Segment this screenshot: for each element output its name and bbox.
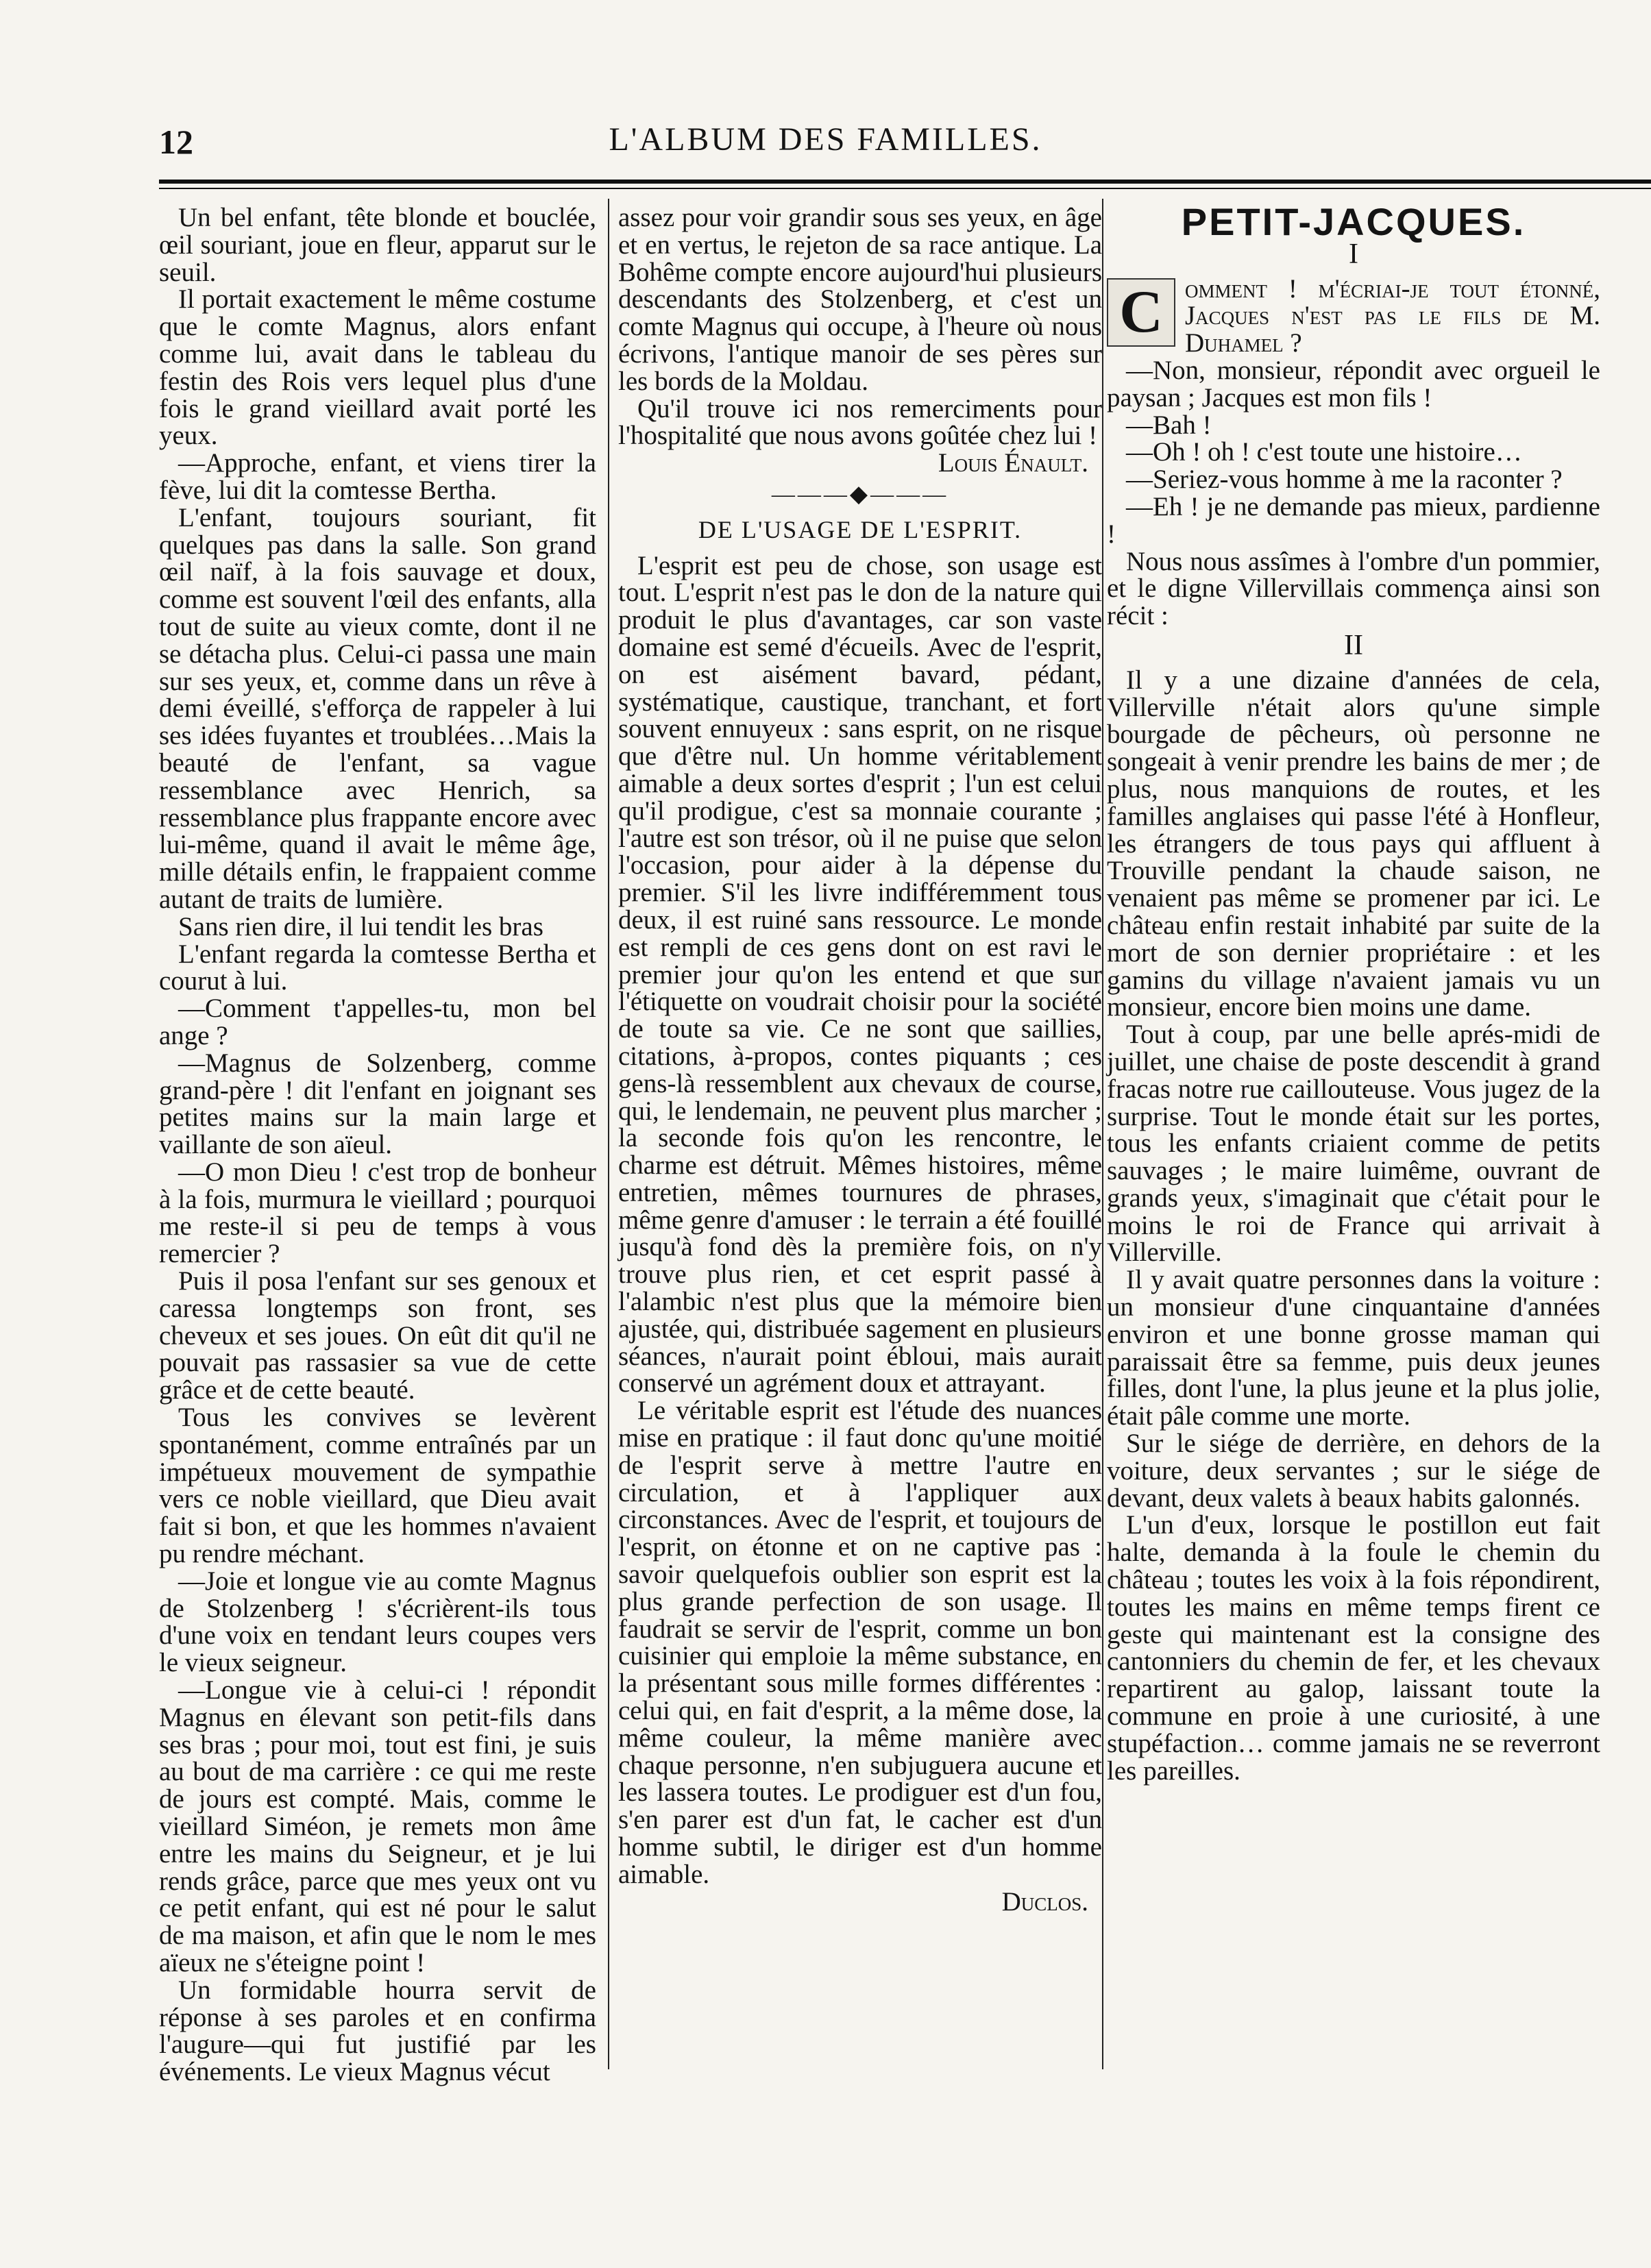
chapter-number: II <box>1344 629 1363 661</box>
paragraph-text: omment ! m'écriai-je tout étonné, Jacques n'est pas le fils de M. Duhamel ? <box>1185 273 1600 358</box>
paragraph: L'enfant regarda la comtesse Bertha et courut à lui. <box>159 939 596 996</box>
paragraph: —O mon Dieu ! c'est trop de bonheur à la fois, murmura le vieillard ; pourquoi me reste-il si peu de temps à vous remercier ? <box>159 1157 596 1269</box>
column-divider <box>1102 199 1103 2069</box>
column-left <box>159 204 596 2086</box>
paragraph: Le véritable esprit est l'étude des nuances mise en pratique : il faut donc qu'une moitié de l'esprit serve à mettre l'autre en circulation, et à l'appliquer aux circonstances. Avec de l'esprit, et toujours de l'esprit, on étonne et on ne captive pas : savoir quelquefois oublier son esprit est la plus grande perfection de son usage. Il faudrait se servir de l'esprit, comme un bon cuisinier qui emploie la même substance, en la présentant sous mille formes différentes : celui qui, en fait d'esprit, a la même dose, la même couleur, la même manière avec chaque personne, n'en subjuguera aucune et les lassera toutes. Le prodiguer est d'un fou, s'en parer est d'un fat, le cacher est d'un homme subtil, le diriger est d'un homme aimable. <box>618 1396 1102 1889</box>
paragraph: —Longue vie à celui-ci ! répondit Magnus en élevant son petit-fils dans ses bras ; pour moi, tout est fini, je suis au bout de ma carrière : ce qui me reste de jours est compté. Mais, comme le vieillard Siméon, je remets mon âme entre les mains du Seigneur, et je lui rends grâce, parce que mes yeux ont vu ce petit enfant, qui est né pour le salut de ma maison, et afin que le nom le mes aïeux ne s'éteigne point ! <box>159 1675 596 1977</box>
paragraph: Un bel enfant, tête blonde et bouclée, œil souriant, joue en fleur, apparut sur le seuil. <box>159 203 596 287</box>
paragraph: —Approche, enfant, et viens tirer la fève, lui dit la comtesse Bertha. <box>159 448 596 505</box>
column-divider <box>608 199 609 2069</box>
header-rule-thin <box>159 188 1651 189</box>
column-middle <box>618 204 1102 1915</box>
paragraph: —Oh ! oh ! c'est toute une histoire… <box>1126 437 1522 467</box>
signature-duclos: Duclos. <box>1001 1886 1088 1916</box>
page-number: 12 <box>159 123 193 161</box>
dropcap-letter: C <box>1107 278 1175 347</box>
paragraph: Il y avait quatre personnes dans la voiture : un monsieur d'une cinquantaine d'années environ et une bonne grosse maman qui paraissait être sa femme, puis deux jeunes filles, dont l'une, la plus jeune et la plus jolie, était pâle comme une morte. <box>1107 1265 1600 1431</box>
paragraph: Il y a une dizaine d'années de cela, Villerville n'était alors qu'une simple bourgade de pêcheurs, où personne ne songeait à venir prendre les bains de mer ; de plus, nous manquions de routes, et les familles anglaises qui passe l'été à Honfleur, les étrangers de tous pays qui affluent à Trouville pendant la chaude saison, ne venaient pas même se promener par ici. Le château enfin restait inhabité par suite de la mort de son dernier propriétaire : et les gamins du village n'avaient jamais vu un monsieur, encore bien moins une dame. <box>1107 665 1600 1022</box>
paragraph: —Seriez-vous homme à me la raconter ? <box>1126 465 1563 495</box>
paragraph: L'enfant, toujours souriant, fit quelques pas dans la salle. Son grand œil naïf, à la fois sauvage et doux, comme est souvent l'œil des enfants, alla tout de suite au vieux comte, dont il ne se détacha plus. Celui-ci passa une main sur ses yeux, et, comme dans un rêve à demi éveillé, s'efforça de rappeler à lui ses idées fuyantes et troublées…Mais la beauté de l'enfant, sa vague ressemblance avec Henrich, sa ressemblance plus frappante encore avec lui-même, quand il avait le même âge, mille détails enfin, le frappaient comme autant de traits de lumière. <box>159 502 596 914</box>
paragraph: —Magnus de Solzenberg, comme grand-père ! dit l'enfant en joignant ses petites mains sur la main large et vaillante de son aïeul. <box>159 1048 596 1160</box>
paragraph: Il portait exactement le même costume que le comte Magnus, alors enfant comme lui, avait dans le tableau du festin des Rois vers lequel plus d'une fois le grand vieillard avait porté les yeux. <box>159 284 596 451</box>
paragraph: Sur le siége de derrière, en dehors de la voiture, deux servantes ; sur le siége de devant, deux valets à beaux habits galonnés. <box>1107 1429 1600 1513</box>
paragraph: —Comment t'appelles-tu, mon bel ange ? <box>159 994 596 1050</box>
paragraph: Puis il posa l'enfant sur ses genoux et caressa longtemps son front, ses cheveux et ses joues. On eût dit qu'il ne pouvait pas rassasier sa vue de cette grâce et de cette beauté. <box>159 1266 596 1405</box>
column-right <box>1107 200 1600 1786</box>
paragraph: —Joie et longue vie au comte Magnus de Stolzenberg ! s'écrièrent-ils tous d'une voix en tendant leurs coupes vers le vieux seigneur. <box>159 1566 596 1678</box>
paragraph: —Non, monsieur, répondit avec orgueil le paysan ; Jacques est mon fils ! <box>1107 355 1600 412</box>
signature-enault: Louis Énault. <box>938 448 1088 478</box>
story-title: PETIT-JACQUES. <box>1181 200 1526 243</box>
paragraph: Tout à coup, par une belle aprés-midi de juillet, une chaise de poste descendit à grand fracas notre rue caillouteuse. Vous jugez de la surprise. Tout le monde était sur les portes, tous les enfants criaient comme de petits sauvages ; le maire luimême, ouvrant de grands yeux, s'imaginait que c'était pour le moins le roi de France qui arrivait à Villerville. <box>1107 1020 1600 1268</box>
paragraph: —Bah ! <box>1126 410 1212 440</box>
paragraph: —Eh ! je ne demande pas mieux, pardienne ! <box>1107 491 1600 549</box>
paragraph: L'esprit est peu de chose, son usage est tout. L'esprit n'est pas le don de la nature qui produit le plus d'avantages, car son vaste domaine est semé d'écueils. Avec de l'esprit, on est aisément bavard, pédant, systématique, caustique, tranchant, et fort souvent ennuyeux : sans esprit, on ne risque que d'être nul. Un homme véritablement aimable a deux sortes d'esprit ; l'un est celui qu'il prodigue, c'est sa monnaie courante ; l'autre est son trésor, où il ne puise que selon l'occasion, pour aider à la dépense du premier. S'il les livre indifféremment tous deux, il est ruiné sans ressource. Le monde est rempli de ces gens dont on est ravi le premier jour qu'on les entend et que sur l'étiquette on voudrait choisir pour la société de toute sa vie. Ce ne sont que saillies, citations, à-propos, contes piquants ; ces gens-là ressemblent aux chevaux de course, qui, le lendemain, ne peuvent plus marcher ; la seconde fois qu'on les rencontre, le charme est détruit. Mêmes histoires, même entretien, mêmes tournures de phrases, même genre d'amuser : le terrain a été fouillé jusqu'à fond dès la première fois, on n'y trouve plus rien, et cet esprit passé à l'alambic n'est plus que la mémoire bien ajustée, qui, distribuée sagement en plusieurs séances, n'aurait point ébloui, mais aurait conservé un agrément doux et attrayant. <box>618 550 1102 1398</box>
paragraph: Sans rien dire, il lui tendit les bras <box>178 911 543 941</box>
paragraph: L'un d'eux, lorsque le postillon eut fait halte, demanda à la foule le chemin du château ; toutes les voix à la fois répondirent, toutes les mains en même temps firent ce geste qui maintenant est la consigne des cantonniers du chemin de fer, et les chevaux repartirent au galop, laissant toute la commune en proie à une curiosité, à une stupéfaction… comme jamais ne se reverront les pareilles. <box>1107 1510 1600 1786</box>
header-rule-thick <box>159 180 1651 184</box>
paragraph: Nous nous assîmes à l'ombre d'un pommier, et le digne Villervillais commença ainsi son récit : <box>1107 546 1600 631</box>
paragraph: Qu'il trouve ici nos remerciments pour l'hospitalité que nous avons goûtée chez lui ! <box>618 393 1102 451</box>
paragraph: Un formidable hourra servit de réponse à ses paroles et en confirma l'augure—qui fut justifié par les événements. Le vieux Magnus vécut <box>159 1975 596 2087</box>
section-title: DE L'USAGE DE L'ESPRIT. <box>698 515 1023 543</box>
paragraph <box>1107 275 1600 357</box>
chapter-number: I <box>1349 238 1358 270</box>
ornament-divider: ———◆——— <box>771 481 949 507</box>
running-title: L'ALBUM DES FAMILLES. <box>609 121 1042 158</box>
paragraph: Tous les convives se levèrent spontanément, comme entraînés par un impétueux mouvement de sympathie vers ce noble vieillard, que Dieu avait fait si bon, et que les hommes n'avaient pu rendre méchant. <box>159 1403 596 1569</box>
paragraph: assez pour voir grandir sous ses yeux, en âge et en vertus, le rejeton de sa race antique. La Bohême compte encore aujourd'hui plusieurs descendants des Stolzenberg, et c'est un comte Magnus qui occupe, à l'heure où nous écrivons, l'antique manoir de ses pères sur les bords de la Moldau. <box>618 203 1102 396</box>
